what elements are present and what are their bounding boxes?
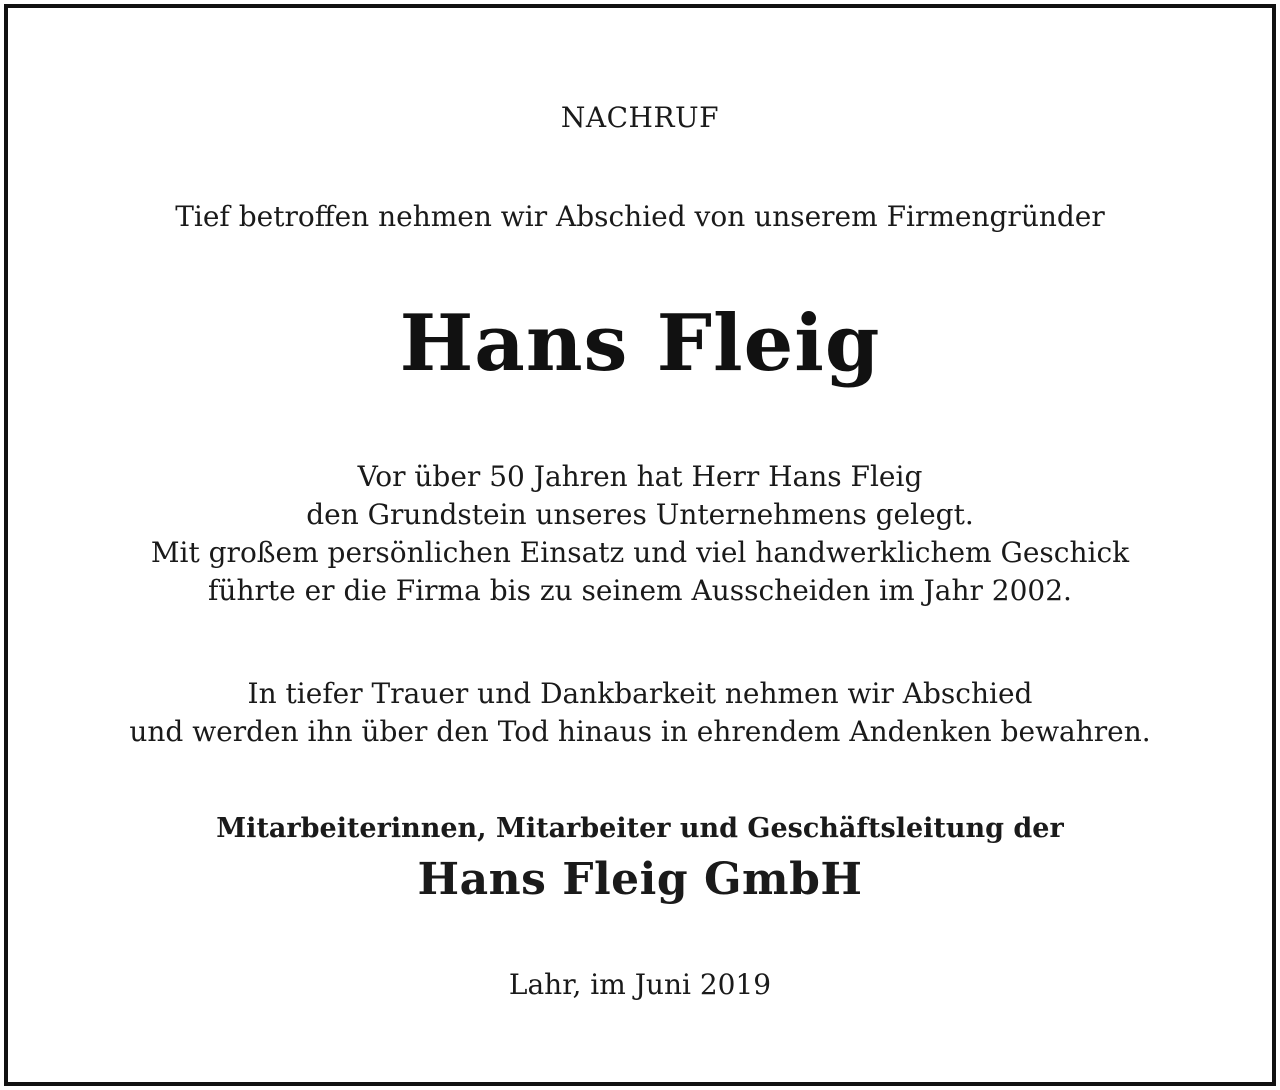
closing-line: In tiefer Trauer und Dankbarkeit nehmen wir Abschied [247, 677, 1033, 710]
closing-line: und werden ihn über den Tod hinaus in ehrendem Andenken bewahren. [129, 715, 1151, 748]
obituary-notice-frame [4, 4, 1276, 1086]
tribute-paragraph [8, 458, 1272, 610]
intro-text: Tief betroffen nehmen wir Abschied von unserem Firmengründer [175, 200, 1105, 233]
closing-paragraph [8, 675, 1272, 751]
signatories-line: Mitarbeiterinnen, Mitarbeiter und Geschäftsleitung der [216, 813, 1064, 844]
company-name: Hans Fleig GmbH [417, 854, 863, 905]
tribute-line: Mit großem persönlichen Einsatz und viel handwerklichem Geschick [150, 536, 1130, 569]
tribute-line: führte er die Firma bis zu seinem Ausscheiden im Jahr 2002. [208, 574, 1072, 607]
tribute-line: Vor über 50 Jahren hat Herr Hans Fleig [357, 460, 923, 493]
tribute-line: den Grundstein unseres Unternehmens gelegt. [306, 498, 974, 531]
notice-heading: NACHRUF [560, 101, 720, 134]
deceased-name: Hans Fleig [399, 298, 881, 389]
place-and-date: Lahr, im Juni 2019 [508, 968, 772, 1001]
